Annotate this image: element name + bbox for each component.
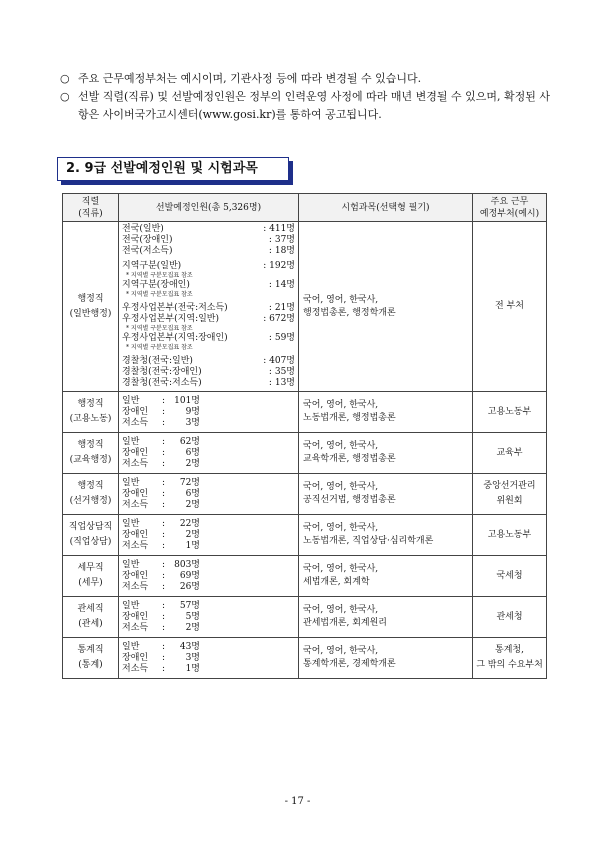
quota-label: 일반: [122, 600, 140, 611]
quota-sep: :: [162, 447, 166, 458]
quota-number: 43명: [179, 641, 200, 652]
series-name: 세무직: [77, 563, 104, 573]
quota-sep: :: [268, 333, 272, 343]
quota-line: [122, 541, 295, 552]
quota-sep: :: [162, 406, 166, 417]
subjects-cell: [299, 433, 473, 474]
quota-label: 지역구분(일반): [122, 261, 182, 271]
subject-line: 국어, 영어, 한국사,: [303, 564, 379, 574]
quota-number: 6명: [185, 447, 200, 458]
quota-value: [269, 280, 295, 291]
quota-number: 69명: [179, 570, 200, 581]
section-title: 2. 9급 선발예정인원 및 시험과목: [66, 161, 258, 176]
subject-line: 국어, 영어, 한국사,: [303, 400, 379, 410]
quota-sep: :: [263, 356, 267, 366]
quota-sep: :: [162, 395, 166, 406]
quota-label: 지역구분(장애인): [122, 280, 190, 290]
quota-cell: [119, 392, 299, 433]
quota-label: 경찰청(전국:장애인): [122, 367, 202, 377]
quota-line: [122, 642, 295, 653]
dept-line: 국세청: [496, 570, 523, 581]
dept-line: 고용노동부: [487, 529, 532, 540]
quota-label: 일반: [122, 436, 140, 447]
quota-label: 저소득: [122, 622, 149, 633]
quota-sep: :: [162, 611, 166, 622]
quota-sep: :: [162, 499, 166, 510]
quota-cell: [119, 474, 299, 515]
quota-line: [122, 653, 295, 664]
quota-sep: :: [263, 314, 267, 324]
header-text-line: 선발예정인원(총 5,326명): [155, 202, 262, 213]
subject-line: 국어, 영어, 한국사,: [303, 482, 379, 492]
quota-line: [122, 519, 295, 530]
subjects-cell: [299, 597, 473, 638]
quota-sep: :: [162, 540, 166, 551]
quota-label: 장애인: [122, 447, 149, 458]
series-cell: [63, 597, 119, 638]
table-row: [63, 515, 547, 556]
series-field: (직업상담): [69, 537, 112, 547]
quota-sep: :: [162, 529, 166, 540]
quota-line: [122, 314, 295, 325]
series-field: (통계): [78, 660, 103, 670]
quota-line: [122, 448, 295, 459]
quota-line: [122, 601, 295, 612]
quota-line: [122, 478, 295, 489]
quota-cell: [119, 433, 299, 474]
dept-cell: [473, 597, 547, 638]
quota-number: 6명: [185, 488, 200, 499]
bullet-mark: ○: [60, 72, 70, 85]
subjects-cell: [299, 474, 473, 515]
quota-number: 5명: [185, 611, 200, 622]
subject-line: 세법개론, 회계학: [303, 577, 370, 587]
dept-cell: [473, 515, 547, 556]
series-field: (일반행정): [69, 308, 112, 319]
quota-sep: :: [162, 663, 166, 674]
quota-line: [122, 489, 295, 500]
subject-line: 통계학개론, 경제학개론: [303, 659, 396, 669]
quota-line: [122, 623, 295, 634]
quota-number: 2명: [185, 458, 200, 469]
quota-sep: :: [268, 280, 272, 290]
header-text-line: 직렬: [81, 196, 100, 207]
series-cell: [63, 392, 119, 433]
quota-sep: :: [162, 417, 166, 428]
quota-value: [269, 378, 295, 389]
quota-value: [269, 235, 295, 246]
quota-number: 57명: [179, 600, 200, 611]
quota-label: 전국(장애인): [122, 235, 173, 245]
quota-number: 9명: [185, 406, 200, 417]
quota-number: 18명: [274, 246, 295, 256]
quota-label: 일반: [122, 559, 140, 570]
dept-line: 고용노동부: [487, 406, 532, 417]
quota-number: 672명: [269, 314, 295, 324]
series-field: (선거행정): [69, 496, 112, 506]
quota-sep: :: [162, 652, 166, 663]
dept-cell: [473, 392, 547, 433]
quota-note: * 지역별 구분모집표 참조: [126, 272, 193, 279]
quota-label: 장애인: [122, 611, 149, 622]
dept-cell: [473, 433, 547, 474]
quota-line: [122, 500, 295, 511]
series-cell: [63, 638, 119, 679]
quota-value: [263, 261, 295, 272]
quota-cell: [119, 222, 299, 392]
quota-sep: :: [162, 641, 166, 652]
quota-sep: :: [162, 458, 166, 469]
series-name: 관세직: [77, 604, 104, 614]
subject-line: 국어, 영어, 한국사,: [303, 441, 379, 451]
quota-label: 장애인: [122, 529, 149, 540]
series-name: 통계직: [77, 645, 104, 655]
header-quota: [119, 194, 299, 222]
quota-sep: :: [263, 261, 267, 271]
quota-number: 22명: [179, 518, 200, 529]
table-row: [63, 597, 547, 638]
quota-sep: :: [162, 570, 166, 581]
note-item: [60, 88, 560, 124]
series-name: 행정직: [77, 440, 104, 450]
series-cell: [63, 474, 119, 515]
quota-value: [269, 367, 295, 378]
quota-sep: :: [268, 303, 272, 313]
series-field: (교육행정): [69, 455, 112, 465]
quota-cell: [119, 515, 299, 556]
quota-line: [122, 664, 295, 675]
quota-line: [122, 396, 295, 407]
quota-number: 101명: [174, 395, 200, 406]
series-name: 행정직: [77, 481, 104, 491]
quota-number: 407명: [269, 356, 295, 366]
quota-note: * 지역별 구분모집표 참조: [126, 291, 193, 298]
table-row: [63, 638, 547, 679]
series-cell: [63, 222, 119, 392]
quota-line: [122, 280, 295, 291]
quota-label: 경찰청(전국:일반): [122, 356, 193, 366]
quota-cell: [119, 638, 299, 679]
dept-cell: [473, 638, 547, 679]
quota-line: [122, 235, 295, 246]
series-cell: [63, 556, 119, 597]
quota-line: [122, 612, 295, 623]
subject-line: 노동법개론, 직업상담·심리학개론: [303, 536, 434, 546]
dept-line: 그 밖의 수요부처: [476, 660, 543, 670]
quota-line: [122, 246, 295, 257]
quota-line: [122, 224, 295, 235]
quota-sep: :: [268, 235, 272, 245]
subject-line: 관세법개론, 회계원리: [303, 618, 387, 628]
dept-cell: [473, 556, 547, 597]
subject-line: 행정법총론, 행정학개론: [303, 307, 396, 318]
quota-number: 21명: [274, 303, 295, 313]
quota-number: 14명: [274, 280, 295, 290]
quota-number: 1명: [185, 663, 200, 674]
quota-line: [122, 571, 295, 582]
quota-number: 35명: [274, 367, 295, 377]
notes-block: [60, 70, 560, 124]
series-name: 행정직: [77, 293, 104, 304]
table-row: [63, 474, 547, 515]
series-name: 행정직: [77, 399, 104, 409]
quota-cell: [119, 597, 299, 638]
quota-label: 저소득: [122, 499, 149, 510]
quota-number: 2명: [185, 622, 200, 633]
quota-number: 26명: [179, 581, 200, 592]
quota-cell: [119, 556, 299, 597]
bullet-mark: ○: [60, 90, 70, 103]
dept-line: 관세청: [496, 611, 523, 622]
header-series: [63, 194, 119, 222]
table-row: [63, 222, 547, 392]
quota-sep: :: [162, 622, 166, 633]
header-text-line: 주요 근무: [490, 196, 529, 207]
quota-sep: :: [268, 246, 272, 256]
note-text: 주요 근무예정부처는 예시이며, 기관사정 등에 따라 변경될 수 있습니다.: [78, 72, 422, 85]
series-cell: [63, 515, 119, 556]
subject-line: 노동법개론, 행정법총론: [303, 413, 396, 423]
quota-sep: :: [162, 436, 166, 447]
table-row: [63, 392, 547, 433]
quota-label: 장애인: [122, 406, 149, 417]
table-row: [63, 556, 547, 597]
quota-line: [122, 303, 295, 314]
quota-line: [122, 582, 295, 593]
quota-number: 37명: [274, 235, 295, 245]
quota-line: [122, 367, 295, 378]
header-subjects: [299, 194, 473, 222]
subjects-cell: [299, 392, 473, 433]
quota-line: [122, 437, 295, 448]
table-row: [63, 433, 547, 474]
quota-label: 저소득: [122, 417, 149, 428]
quota-note: * 지역별 구분모집표 참조: [126, 325, 193, 332]
quota-number: 1명: [185, 540, 200, 551]
quota-line: [122, 378, 295, 389]
header-text-line: 시험과목(선택형 필기): [341, 202, 430, 213]
subject-line: 교육학개론, 행정법총론: [303, 454, 396, 464]
quota-line: [122, 356, 295, 367]
quota-label: 우정사업본부(전국:저소득): [122, 303, 228, 313]
quota-label: 저소득: [122, 458, 149, 469]
subjects-cell: [299, 556, 473, 597]
quota-number: 2명: [185, 499, 200, 510]
quota-line: [122, 459, 295, 470]
quota-label: 저소득: [122, 663, 149, 674]
quota-value: [263, 314, 295, 325]
subject-line: 국어, 영어, 한국사,: [303, 646, 379, 656]
quota-label: 우정사업본부(지역:일반): [122, 314, 219, 324]
quota-value: [263, 224, 295, 235]
subjects-cell: [299, 515, 473, 556]
subjects-cell: [299, 638, 473, 679]
quota-sep: :: [162, 477, 166, 488]
series-name: 직업상담직: [68, 522, 113, 532]
quota-sep: :: [268, 378, 272, 388]
quota-sep: :: [162, 559, 166, 570]
quota-value: [269, 303, 295, 314]
quota-line: [122, 261, 295, 272]
quota-sep: :: [162, 518, 166, 529]
dept-line: 위원회: [496, 496, 523, 506]
header-dept: [473, 194, 547, 222]
series-field: (관세): [78, 619, 103, 629]
quota-number: 62명: [179, 436, 200, 447]
subject-line: 공직선거법, 행정법총론: [303, 495, 396, 505]
quota-sep: :: [162, 600, 166, 611]
quota-number: 72명: [179, 477, 200, 488]
quota-number: 192명: [269, 261, 295, 271]
note-text: 선발 직렬(직류) 및 선발예정인원은 정부의 인력운영 사정에 따라 매년 변경될 수 있으며, 확정된 사항은 사이버국가고시센터(www.gosi.kr)를 통하여 공고됩니다.: [78, 90, 550, 121]
dept-line: 통계청,: [495, 645, 524, 655]
quota-line: [122, 560, 295, 571]
table-header-row: [63, 194, 547, 222]
quota-label: 장애인: [122, 570, 149, 581]
quota-label: 일반: [122, 477, 140, 488]
subjects-cell: [299, 222, 473, 392]
series-cell: [63, 433, 119, 474]
quota-sep: :: [162, 488, 166, 499]
header-text-line: 예정부처(예시): [479, 208, 540, 219]
quota-label: 장애인: [122, 488, 149, 499]
quota-line: [122, 333, 295, 344]
quota-note: * 지역별 구분모집표 참조: [126, 344, 193, 351]
subject-line: 국어, 영어, 한국사,: [303, 605, 379, 615]
quota-value: [263, 356, 295, 367]
quota-line: [122, 407, 295, 418]
dept-cell: 전 부처: [473, 222, 547, 392]
quota-sep: :: [162, 581, 166, 592]
quota-number: 3명: [185, 417, 200, 428]
quota-number: 803명: [174, 559, 200, 570]
recruitment-table: [62, 193, 547, 679]
dept-cell: [473, 474, 547, 515]
quota-number: 59명: [274, 333, 295, 343]
quota-label: 경찰청(전국:저소득): [122, 378, 202, 388]
quota-value: [269, 246, 295, 257]
dept-line: 중앙선거관리: [483, 481, 536, 491]
quota-label: 우정사업본부(지역:장애인): [122, 333, 228, 343]
quota-label: 저소득: [122, 581, 149, 592]
quota-number: 3명: [185, 652, 200, 663]
quota-number: 13명: [274, 378, 295, 388]
quota-line: [122, 530, 295, 541]
quota-sep: :: [268, 367, 272, 377]
section-heading: [57, 157, 289, 181]
quota-number: 411명: [269, 224, 295, 234]
quota-label: 저소득: [122, 540, 149, 551]
quota-value: [269, 333, 295, 344]
subject-line: 국어, 영어, 한국사,: [303, 523, 379, 533]
quota-label: 전국(저소득): [122, 246, 173, 256]
header-text-line: (직류): [78, 208, 103, 219]
note-item: [60, 70, 560, 88]
dept-line: 교육부: [496, 447, 523, 458]
quota-label: 장애인: [122, 652, 149, 663]
subject-line: 국어, 영어, 한국사,: [303, 294, 379, 305]
quota-line: [122, 418, 295, 429]
quota-sep: :: [263, 224, 267, 234]
series-field: (고용노동): [69, 414, 112, 424]
page-number: - 17 -: [284, 796, 311, 807]
series-field: (세무): [78, 578, 103, 588]
quota-number: 2명: [185, 529, 200, 540]
quota-label: 일반: [122, 641, 140, 652]
quota-label: 일반: [122, 395, 140, 406]
quota-label: 일반: [122, 518, 140, 529]
quota-label: 전국(일반): [122, 224, 164, 234]
